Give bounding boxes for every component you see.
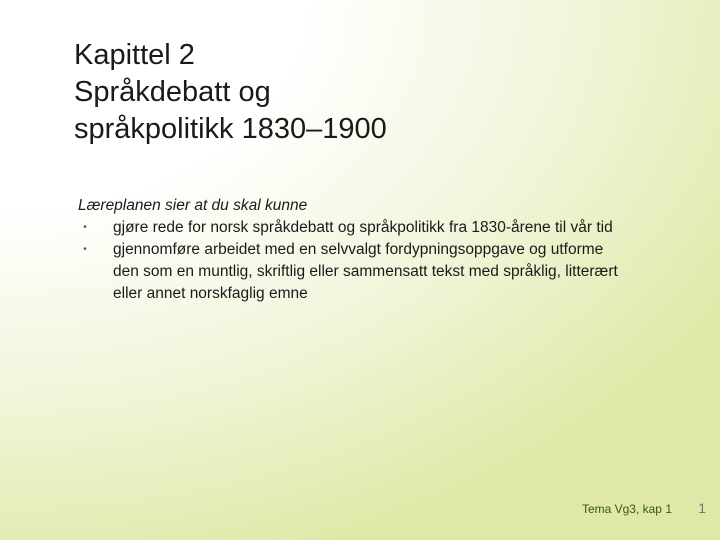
list-item <box>78 217 618 239</box>
list-item <box>78 239 618 305</box>
title-line-2: Språkdebatt og <box>74 76 271 108</box>
bullet-icon: • <box>83 244 87 255</box>
intro-text: Læreplanen sier at du skal kunne <box>78 197 308 214</box>
slide-title <box>74 37 634 148</box>
slide-body <box>78 195 618 305</box>
page-number: 1 <box>698 500 706 516</box>
title-line-3: språkpolitikk 1830–1900 <box>74 113 387 145</box>
list-item-text: gjennomføre arbeidet med en selvvalgt fordypningsoppgave og utforme den som en muntlig, skriftlig eller sammensatt tekst med språklig, litterært eller annet norskfaglig emne <box>113 241 618 302</box>
title-line-1: Kapittel 2 <box>74 39 195 71</box>
bullet-icon: • <box>83 222 87 233</box>
footer-text: Tema Vg3, kap 1 <box>581 502 672 516</box>
list-item-text: gjøre rede for norsk språkdebatt og språkpolitikk fra 1830-årene til vår tid <box>113 219 613 236</box>
bullet-list <box>78 217 618 305</box>
